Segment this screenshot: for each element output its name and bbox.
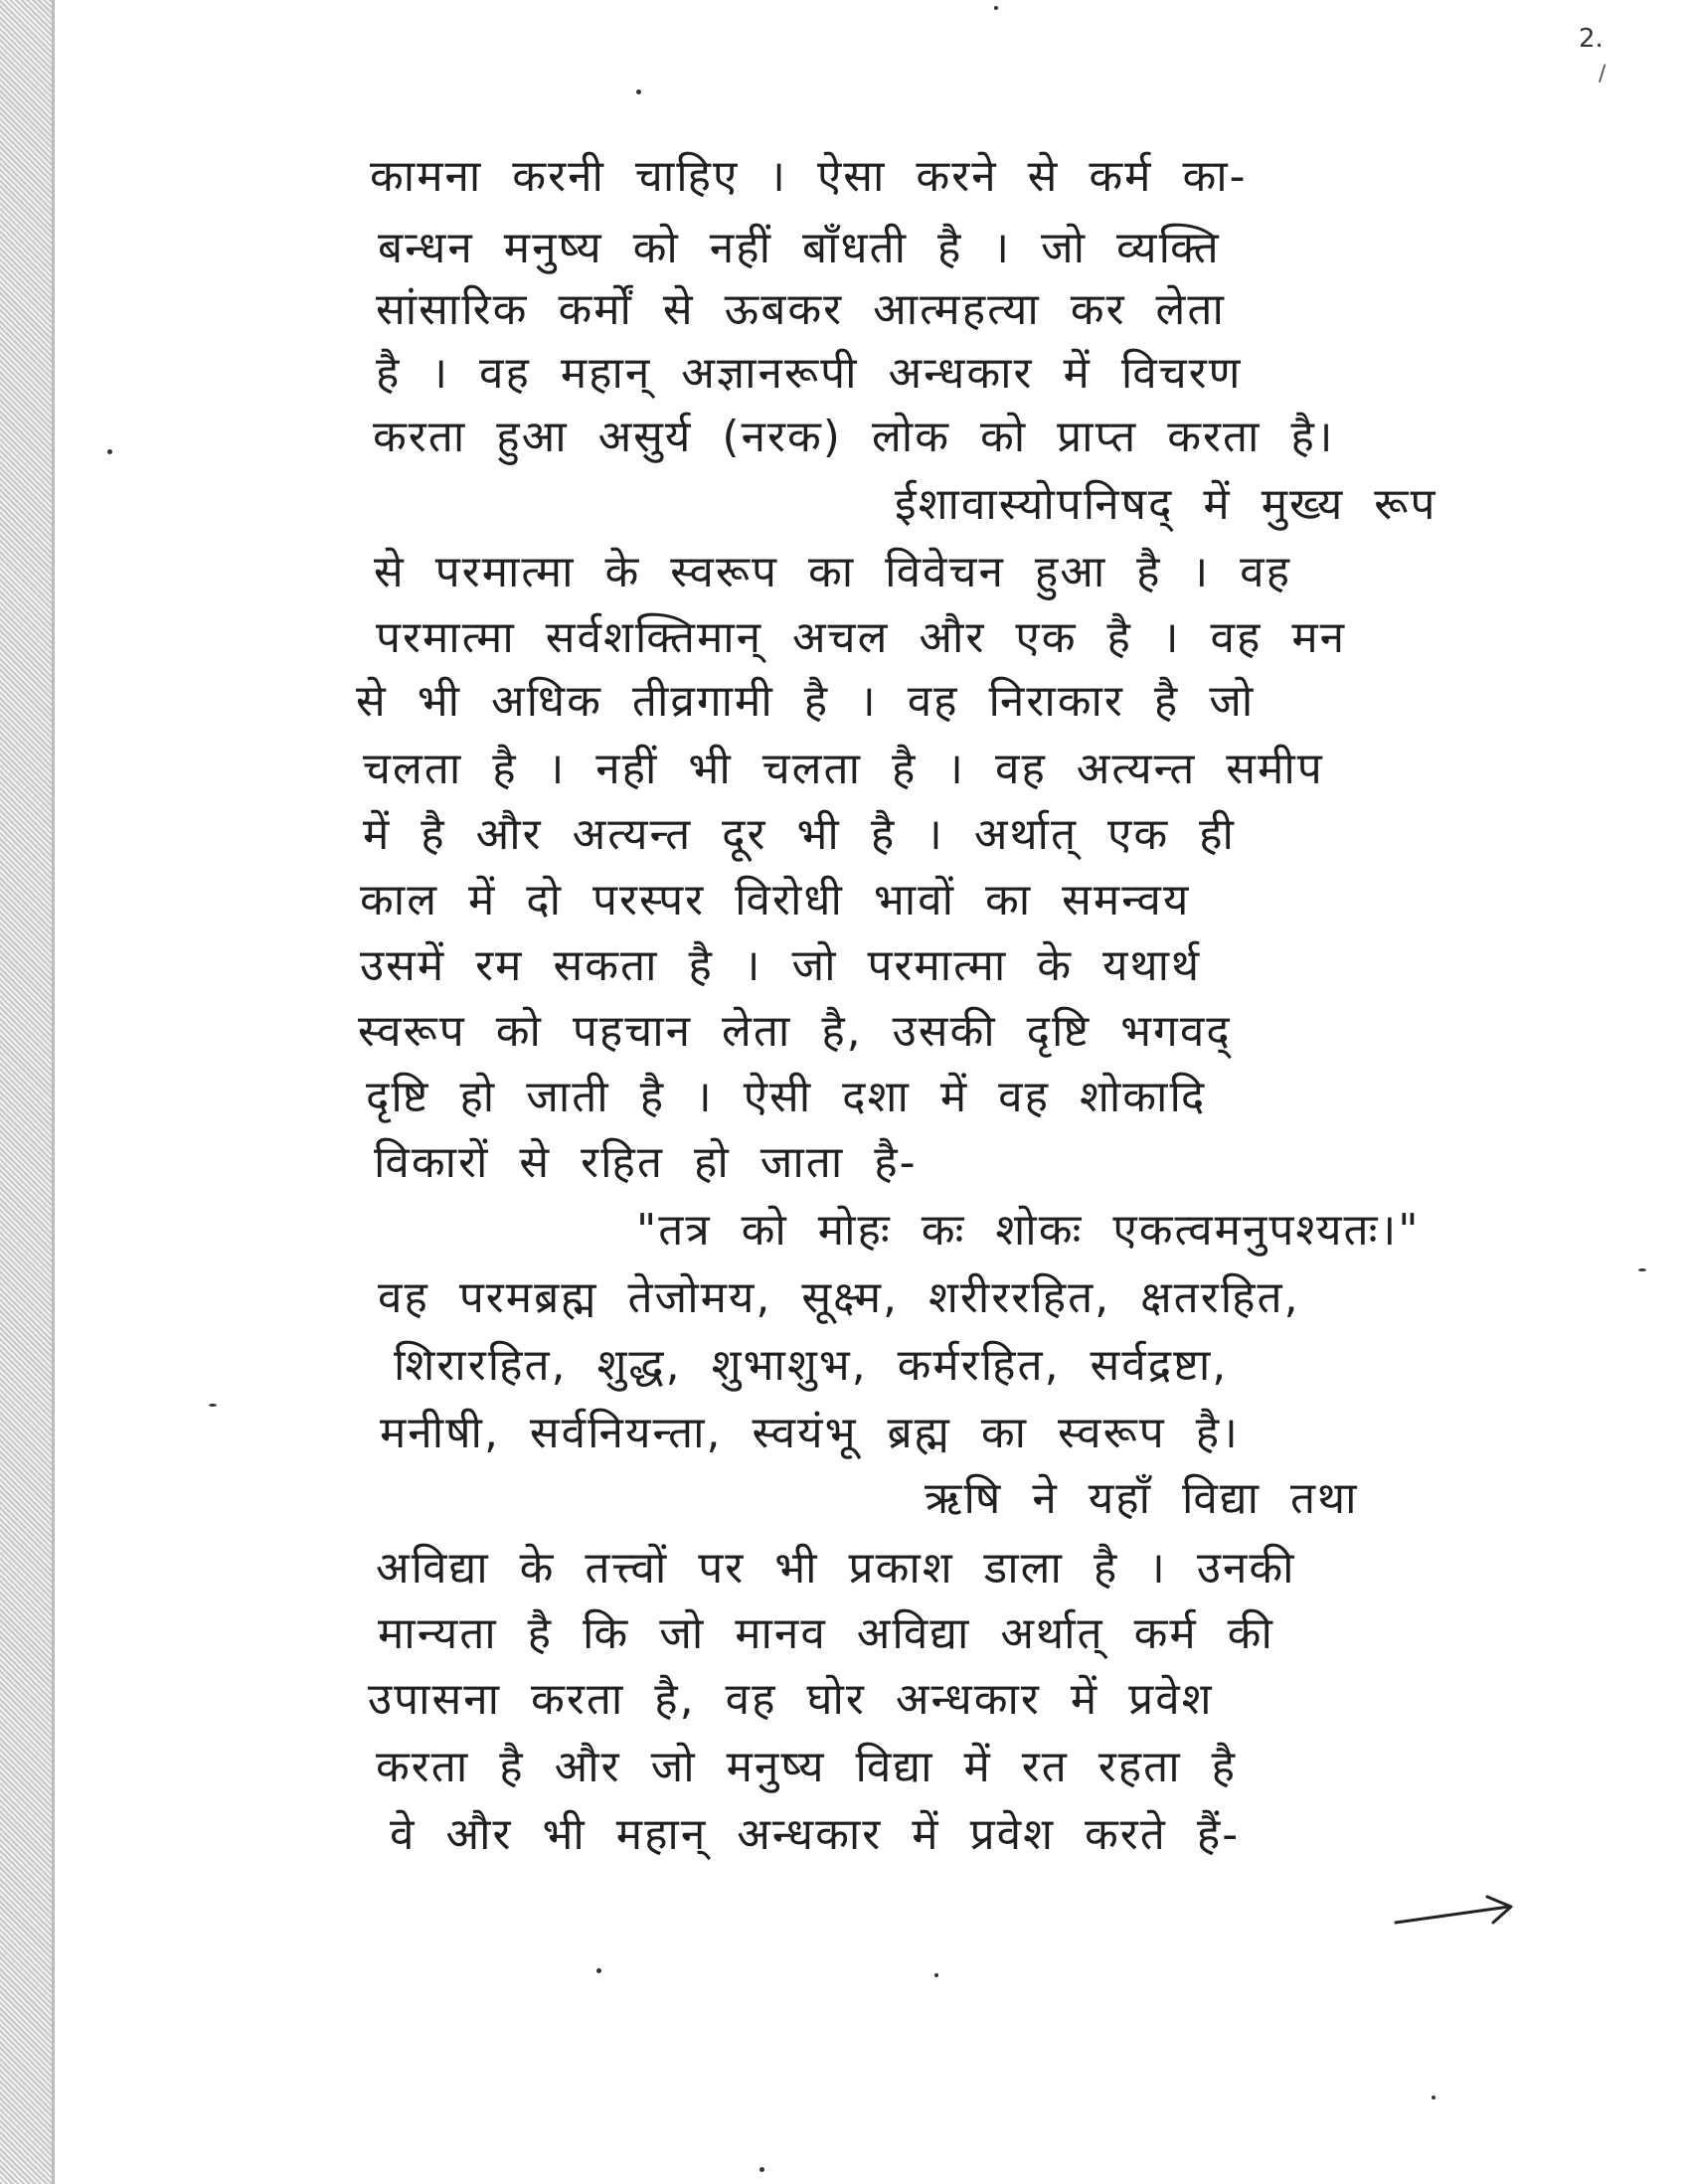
scan-speck [596,1968,601,1973]
text-line-16: विकारों से रहित हो जाता है- [374,1137,918,1188]
continue-arrow-icon [1392,1889,1521,1929]
text-line-12: काल में दो परस्पर विरोधी भावों का समन्वय [360,875,1191,925]
scan-speck [1638,1268,1646,1271]
text-line-13: उसमें रम सकता है । जो परमात्मा के यथार्थ [360,940,1202,991]
text-line-25: करता है और जो मनुष्य विद्या में रत रहता है [376,1742,1237,1792]
text-line-19: शिरारहित, शुद्ध, शुभाशुभ, कर्मरहित, सर्वद्रष्टा, [394,1340,1229,1391]
text-line-4: है । वह महान् अज्ञानरूपी अन्धकार में विचरण [376,348,1243,399]
text-line-14: स्वरूप को पहचान लेता है, उसकी दृष्टि भगवद् [358,1006,1232,1057]
text-line-23: मान्यता है कि जो मानव अविद्या अर्थात् कर्म की [378,1608,1274,1659]
text-line-6: ईशावास्योपनिषद् में मुख्य रूप [895,479,1437,530]
text-line-26: वे और भी महान् अन्धकार में प्रवेश करते हैं- [390,1809,1241,1860]
text-line-2: बन्धन मनुष्य को नहीं बाँधती है । जो व्यक्ति [378,223,1221,273]
text-line-3: सांसारिक कर्मों से ऊबकर आत्महत्या कर लेता [376,284,1226,335]
corner-mark: / [1599,62,1606,86]
scan-speck [1432,2096,1435,2100]
scan-speck [760,2167,764,2172]
text-line-11: में है और अत्यन्त दूर भी है । अर्थात् एक ही [363,809,1236,860]
text-line-20: मनीषी, सर्वनियन्ता, स्वयंभू ब्रह्म का स्वरूप है। [380,1408,1240,1458]
scan-speck [209,1404,217,1407]
text-line-7: से परमात्मा के स्वरूप का विवेचन हुआ है । वह [374,547,1292,597]
scan-speck [994,6,998,10]
text-line-22: अविद्या के तत्त्वों पर भी प्रकाश डाला है । उनकी [376,1543,1296,1594]
text-line-5: करता हुआ असुर्य (नरक) लोक को प्राप्त करता है। [373,412,1335,462]
scan-speck [636,89,641,94]
text-line-15: दृष्टि हो जाती है । ऐसी दशा में वह शोकादि [366,1072,1207,1122]
scan-speck [107,449,112,454]
text-line-10: चलता है । नहीं भी चलता है । वह अत्यन्त समीप [363,744,1324,794]
text-line-1: कामना करनी चाहिए । ऐसा करने से कर्म का- [370,151,1248,202]
text-line-17-quote: "तत्र को मोहः कः शोकः एकत्वमनुपश्यतः।" [636,1205,1421,1256]
text-line-9: से भी अधिक तीव्रगामी है । वह निराकार है जो [356,676,1256,727]
text-line-21: ऋषि ने यहाँ विद्या तथा [925,1473,1359,1524]
scan-speck [934,1973,938,1977]
page-number: 2. [1579,24,1604,54]
text-line-24: उपासना करता है, वह घोर अन्धकार में प्रवेश [368,1674,1214,1725]
text-line-18: वह परमब्रह्म तेजोमय, सूक्ष्म, शरीररहित, क्षतरहित, [378,1272,1300,1323]
text-line-8: परमात्मा सर्वशक्तिमान् अचल और एक है । वह मन [376,612,1347,663]
